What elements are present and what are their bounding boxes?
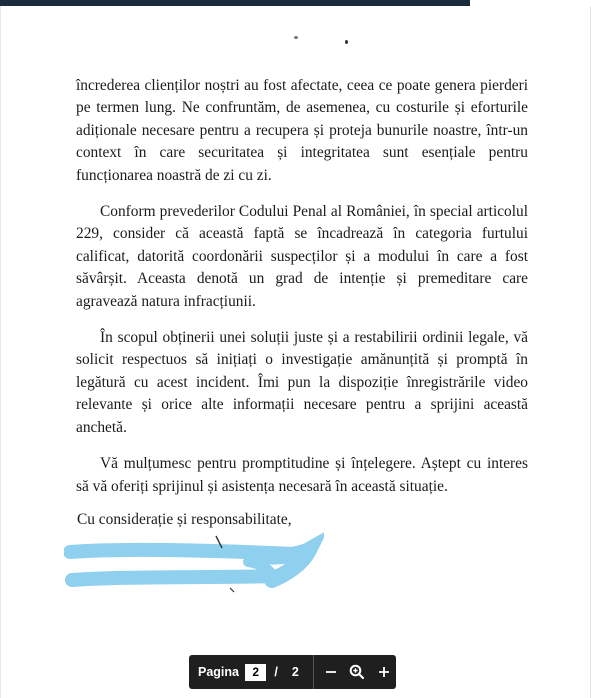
page-label: Pagina (198, 665, 239, 679)
paragraph-thanks: Vă mulțumesc pentru promptitudine și înțelegere. Aștept cu interes să vă oferiți sprijinul și asistența necesară în această situație. (76, 455, 528, 495)
plus-icon (377, 665, 391, 679)
signature-redaction (64, 528, 324, 598)
total-pages: 2 (291, 665, 299, 679)
minus-icon (324, 665, 338, 679)
magnifier-icon (349, 664, 365, 680)
zoom-out-button[interactable] (320, 659, 343, 685)
scan-speck (294, 36, 298, 39)
pdf-viewer-toolbar (189, 655, 396, 689)
page-separator: / (274, 665, 278, 679)
current-page-input[interactable]: 2 (245, 664, 266, 681)
scan-speck (345, 40, 348, 44)
zoom-in-button[interactable] (373, 659, 396, 685)
paragraph-request: În scopul obținerii unei soluții juste și a restabilirii ordinii legale, vă solicit respectuos să inițiați o investigație amănunțită și promptă în legătură cu acest incident. Îmi pun la dispoziție înregistrările video relevante și orice alte informații necesare pentru a sprijini această anchetă. (76, 329, 528, 436)
paragraph-legal-basis: Conform prevederilor Codului Penal al României, în special articolul 229, consider că această faptă se încadrează în categoria furtului calificat, datorită coordonării suspecților și a modului în care a fost săvârșit. Aceasta denotă un grad de intenție și premeditare care agravează natura infracțiunii. (76, 203, 528, 310)
paragraph-impact: încrederea clienților noștri au fost afectate, ceea ce poate genera pierderi pe termen lung. Ne confruntăm, de asemenea, cu costurile și eforturile adiționale necesare pentru a recupera și proteja bunurile noastre, într-un context în care securitatea și integritatea sunt esențiale pentru funcționarea noastră de zi cu zi. (76, 77, 528, 184)
letter-body (76, 75, 528, 498)
toolbar-divider (313, 655, 314, 689)
zoom-button[interactable] (346, 659, 369, 685)
signoff-text: Cu considerație și responsabilitate, (77, 511, 292, 528)
